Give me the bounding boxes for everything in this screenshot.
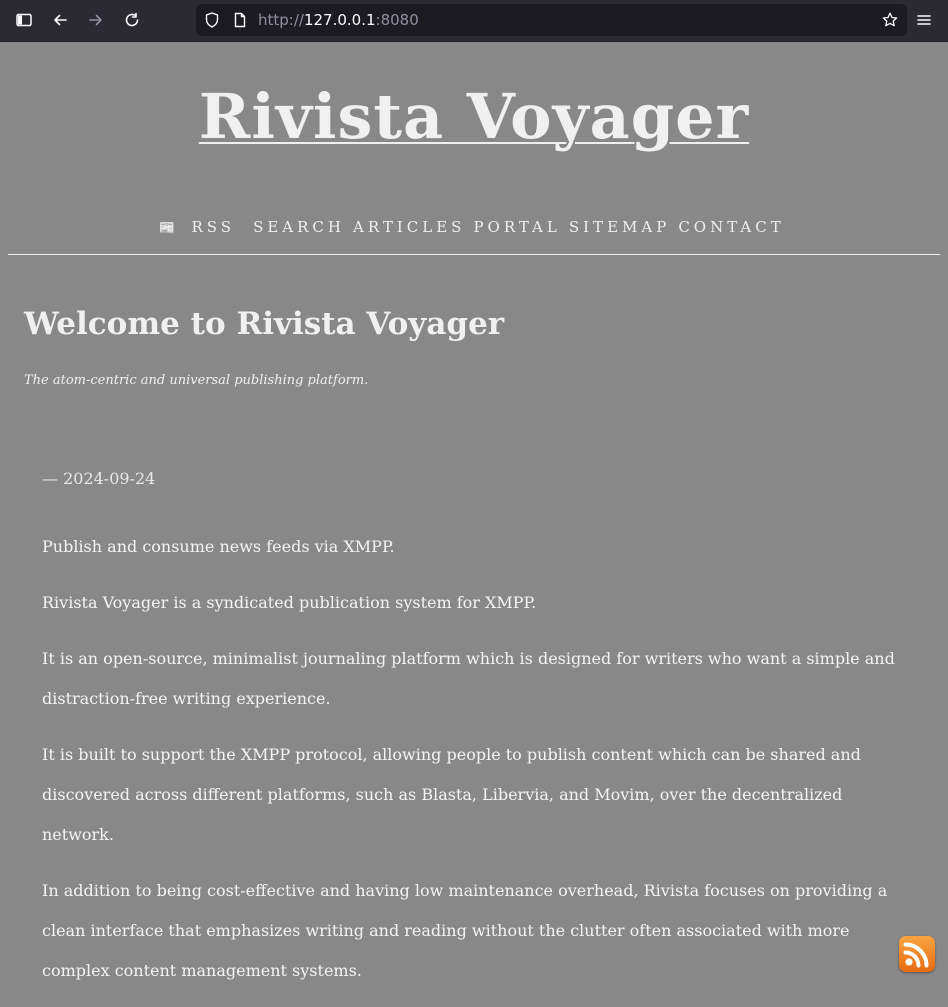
- url-port: :8080: [375, 11, 419, 29]
- nav-item-sitemap[interactable]: SITEMAP: [568, 218, 671, 236]
- nav-item-rss[interactable]: RSS: [191, 218, 236, 236]
- url-host: 127.0.0.1: [303, 11, 376, 29]
- nav-divider: [8, 254, 940, 255]
- shield-icon[interactable]: [203, 11, 221, 29]
- article-paragraph: Rivista Voyager is a syndicated publication system for XMPP.: [42, 593, 537, 612]
- article-body: [42, 527, 912, 1007]
- url-scheme: http://: [258, 11, 304, 29]
- url-bar[interactable]: [196, 4, 907, 36]
- article-date: — 2024-09-24: [42, 469, 156, 488]
- main-nav: [0, 218, 948, 236]
- url-text[interactable]: [258, 4, 419, 36]
- newspaper-icon: 📰: [159, 221, 176, 236]
- reload-icon[interactable]: [120, 8, 144, 32]
- sidebar-icon[interactable]: [12, 8, 36, 32]
- article-paragraph: It is built to support the XMPP protocol, allowing people to publish content which can be shared and discovered across different platforms, such as Blasta, Libervia, and Movim, over the decentralized network.: [42, 745, 861, 844]
- browser-toolbar: [0, 0, 948, 42]
- tagline: The atom-centric and universal publishing platform.: [24, 373, 369, 388]
- hamburger-menu-icon[interactable]: [912, 8, 936, 32]
- article-paragraph: It is an open-source, minimalist journaling platform which is designed for writers who want a simple and distraction-free writing experience.: [42, 649, 895, 708]
- article-paragraph: In addition to being cost-effective and having low maintenance overhead, Rivista focuses on providing a clean interface that emphasizes writing and reading without the clutter often associated with more complex content management systems.: [42, 881, 888, 980]
- back-arrow-icon[interactable]: [48, 8, 72, 32]
- nav-item-portal[interactable]: PORTAL: [473, 218, 561, 236]
- forward-arrow-icon[interactable]: [84, 8, 108, 32]
- page-title: Welcome to Rivista Voyager: [24, 306, 505, 342]
- nav-item-articles[interactable]: ARTICLES: [352, 218, 466, 236]
- star-icon[interactable]: [881, 11, 899, 29]
- nav-item-contact[interactable]: CONTACT: [678, 218, 785, 236]
- rss-feed-icon[interactable]: [899, 936, 935, 972]
- site-title-link[interactable]: Rivista Voyager: [198, 80, 750, 153]
- article-paragraph: Publish and consume news feeds via XMPP.: [42, 537, 395, 556]
- page-icon[interactable]: [231, 11, 249, 29]
- nav-item-search[interactable]: SEARCH: [253, 218, 345, 236]
- site-header: [0, 80, 948, 153]
